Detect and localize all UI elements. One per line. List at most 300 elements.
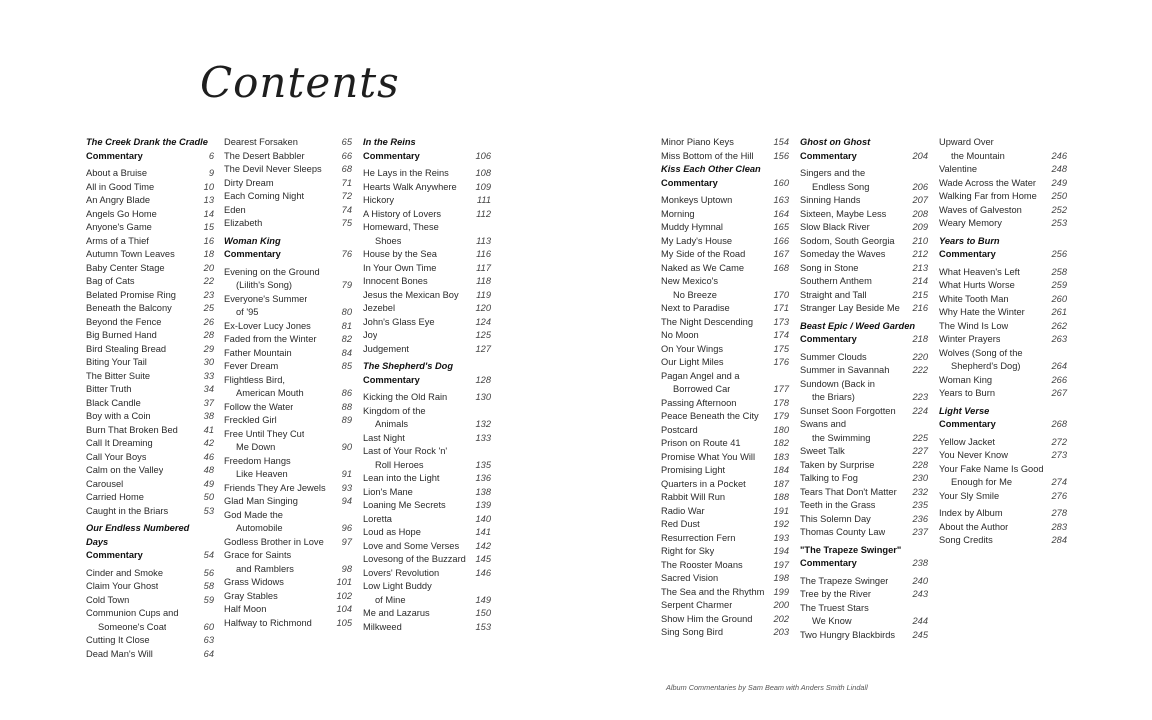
album-heading: Years to Burn [939,235,1000,246]
toc-entry [86,491,214,505]
toc-entry [363,194,491,208]
toc-entry [800,248,928,262]
entry-title: Dead Man's Will [86,648,153,659]
toc-entry [86,424,214,438]
toc-entry [661,559,789,573]
entry-title: Red Dust [661,519,700,529]
entry-title: Passing Afternoon [661,397,737,408]
toc-entry [363,181,491,195]
entry-title: Bird Stealing Bread [86,343,167,354]
toc-entry [661,599,789,613]
album-heading: "The Trapeze Swinger" [800,544,902,555]
page-number: 272 [1051,436,1067,447]
toc-entry [86,634,214,648]
entry-title: Judgement [363,343,409,354]
entry-title: Tree by the River [800,589,871,599]
entry-title: Sinning Hands [800,195,861,205]
page-number: 9 [208,168,214,178]
entry-title: Freedom Hangs [224,455,291,466]
page-number: 163 [773,195,789,205]
entry-title: Your Sly Smile [939,490,1000,501]
toc-entry [800,302,928,316]
toc-entry [661,545,789,559]
entry-title: We Know [812,616,852,626]
page-number: 278 [1051,508,1067,518]
entry-title: Pagan Angel and a [661,370,740,381]
page-number: 34 [203,384,214,394]
toc-entry [661,424,789,438]
toc-entry [86,451,214,465]
toc-entry [661,136,789,150]
toc-entry [661,356,789,370]
entry-title: Sweet Talk [800,446,845,456]
toc-entry [86,181,214,195]
page-number: 222 [912,365,928,375]
entry-title: Quarters in a Pocket [661,478,746,489]
page-number: 66 [341,150,352,161]
toc-entry [224,455,352,469]
toc-entry [224,150,352,164]
entry-title: Sing Song Bird [661,627,724,637]
toc-entry [661,586,789,600]
page-number: 105 [336,617,352,628]
toc-entry [939,436,1067,450]
page-number: 227 [912,446,928,456]
page-number: 124 [475,316,491,327]
entry-title: Grace for Saints [224,550,292,560]
entry-title: Sundown (Back in [800,378,875,389]
contents-column-2 [224,136,352,630]
page-number: 135 [475,459,491,470]
page-number: 284 [1051,535,1067,545]
page-number: 75 [341,218,352,228]
entry-title: Shepherd's Dog) [951,361,1021,371]
toc-entry [800,629,928,643]
toc-entry [939,217,1067,231]
entry-title: Prison on Route 41 [661,438,741,448]
entry-title: Lean into the Light [363,473,440,483]
album-heading: Our Endless Numbered Days [86,523,190,547]
page-number: 84 [341,347,352,358]
entry-title: Flightless Bird, [224,374,285,385]
page-number: 198 [773,573,789,583]
entry-title: Lion's Mane [363,486,413,497]
entry-title: Hearts Walk Anywhere [363,181,457,192]
contents-column-6 [939,136,1067,548]
toc-entry [800,499,928,513]
page-number: 60 [203,621,214,632]
page-number: 15 [203,222,214,232]
toc-entry [800,391,928,405]
album-heading: Kiss Each Other Clean [661,164,761,174]
toc-entry [661,572,789,586]
page-number: 177 [773,384,789,394]
page-number: 258 [1051,266,1067,277]
page-number: 150 [475,608,491,618]
entry-title: Miss Bottom of the Hill [661,150,754,161]
page-number: 194 [773,546,789,556]
page-number: 30 [203,357,214,367]
toc-entry [224,617,352,631]
page-number: 149 [475,594,491,605]
toc-entry [661,451,789,465]
toc-entry [224,401,352,415]
entry-title: Valentine [939,164,978,174]
page-number: 202 [773,613,789,624]
page-number: 197 [773,559,789,570]
entry-title: Wade Across the Water [939,177,1036,188]
entry-title: Half Moon [224,604,267,614]
entry-title: In Your Own Time [363,262,437,273]
entry-title: Gray Stables [224,590,278,601]
page-number: 113 [476,235,491,246]
page-number: 80 [341,307,352,317]
page-number: 215 [912,289,928,300]
page-number: 104 [336,604,352,614]
commentary-entry [800,333,928,347]
toc-entry [661,235,789,249]
entry-title: An Angry Blade [86,195,151,205]
page-number: 187 [773,478,789,489]
page-number: 59 [203,594,214,605]
toc-entry [86,356,214,370]
page-number: 184 [773,465,789,475]
toc-entry [224,603,352,617]
page-number: 193 [773,532,789,543]
page-number: 179 [773,411,789,421]
entry-title: American Mouth [236,388,304,398]
toc-entry [800,418,928,432]
toc-entry [800,221,928,235]
page-number: 48 [203,465,214,475]
entry-title: Homeward, These [363,222,439,232]
page-number: 252 [1051,204,1067,215]
entry-title: Sacred Vision [661,573,719,583]
toc-entry [363,472,491,486]
toc-entry [224,563,352,577]
entry-title: Commentary [800,334,857,344]
page-number: 29 [203,343,214,354]
page-number: 141 [475,527,491,537]
toc-entry [224,320,352,334]
toc-entry [800,602,928,616]
toc-entry [939,136,1067,150]
page-number: 228 [912,459,928,470]
toc-entry [800,289,928,303]
entry-title: Milkweed [363,621,402,632]
page-number: 204 [912,150,928,161]
entry-title: Love and Some Verses [363,540,460,551]
entry-title: This Solemn Day [800,513,871,524]
entry-title: Everyone's Summer [224,293,308,304]
page-number: 214 [912,276,928,286]
page-number: 180 [773,424,789,435]
page-number: 23 [203,289,214,300]
toc-entry [939,150,1067,164]
entry-title: Woman King [939,374,993,385]
entry-title: Two Hungry Blackbirds [800,629,896,640]
toc-entry [800,181,928,195]
toc-entry [939,490,1067,504]
page-number: 28 [203,330,214,340]
entry-title: Promise What You Will [661,451,756,462]
page-number: 26 [203,316,214,327]
page-number: 246 [1051,150,1067,161]
toc-entry [363,275,491,289]
page-number: 230 [912,473,928,483]
toc-entry [86,478,214,492]
entry-title: Low Light Buddy [363,581,432,591]
entry-title: Halfway to Richmond [224,617,312,628]
entry-title: Burn That Broken Bed [86,424,178,435]
entry-title: John's Glass Eye [363,316,435,327]
page-number: 235 [912,500,928,510]
entry-title: What Hurts Worse [939,280,1015,290]
entry-title: Winter Prayers [939,334,1001,344]
entry-title: All in Good Time [86,181,155,192]
entry-title: Endless Song [812,181,870,192]
toc-entry [363,262,491,276]
page-number: 191 [773,505,789,516]
commentary-entry [224,248,352,262]
entry-title: Muddy Hymnal [661,222,724,232]
toc-entry [86,235,214,249]
toc-entry [224,441,352,455]
commentary-entry [800,150,928,164]
entry-title: Next to Paradise [661,303,730,313]
entry-title: Faded from the Winter [224,334,317,344]
toc-entry [800,459,928,473]
page-number: 120 [475,303,491,313]
toc-entry [939,333,1067,347]
entry-title: Kicking the Old Rain [363,392,448,402]
page-number: 38 [203,411,214,421]
entry-title: Enough for Me [951,477,1012,487]
entry-title: Show Him the Ground [661,613,753,624]
toc-entry [661,329,789,343]
page-number: 64 [203,648,214,659]
commentary-entry [363,150,491,164]
toc-entry [800,513,928,527]
toc-entry [86,594,214,608]
page-number: 42 [203,438,214,448]
entry-title: Caught in the Briars [86,505,169,516]
entry-title: Carousel [86,478,124,489]
toc-entry [224,360,352,374]
toc-entry [939,204,1067,218]
toc-entry [86,567,214,581]
toc-entry [939,534,1067,548]
page-number: 96 [341,523,352,533]
page-number: 176 [773,357,789,367]
toc-entry [86,275,214,289]
page-number: 174 [773,330,789,340]
album-heading: Woman King [224,235,281,246]
entry-title: Call Your Boys [86,451,147,462]
entry-title: (Lilith's Song) [236,280,293,290]
toc-entry [86,262,214,276]
toc-entry [800,378,928,392]
entry-title: Promising Light [661,465,726,475]
page-number: 238 [912,558,928,568]
page-number: 256 [1051,249,1067,259]
toc-entry [939,293,1067,307]
toc-entry [800,472,928,486]
contents-column-3 [363,136,491,634]
toc-entry [939,266,1067,280]
entry-title: Song Credits [939,535,993,545]
page-number: 212 [912,249,928,259]
entry-title: Fever Dream [224,361,279,371]
entry-title: A History of Lovers [363,208,442,219]
entry-title: Beyond the Fence [86,316,162,327]
page-number: 142 [475,540,491,551]
entry-title: Kingdom of the [363,405,426,416]
entry-title: The Trapeze Swinger [800,575,889,586]
toc-entry [800,588,928,602]
entry-title: Claim Your Ghost [86,581,159,591]
toc-entry [939,347,1067,361]
commentary-entry [939,248,1067,262]
page-number: 20 [203,262,214,273]
album-heading: The Creek Drank the Cradle [86,137,208,147]
toc-entry [86,329,214,343]
page-number: 192 [773,519,789,529]
toc-entry [661,505,789,519]
album-heading: The Shepherd's Dog [363,361,454,371]
entry-title: Autumn Town Leaves [86,249,175,259]
entry-title: Sunset Soon Forgotten [800,405,896,416]
page-number: 111 [476,195,491,205]
page-number: 167 [773,249,789,259]
entry-title: Like Heaven [236,469,288,479]
page-number: 101 [336,577,352,587]
toc-entry [224,387,352,401]
entry-title: Free Until They Cut [224,428,305,439]
page-number: 267 [1051,388,1067,398]
entry-title: Someone's Coat [98,621,167,632]
entry-title: Slow Black River [800,222,870,232]
page-number: 245 [912,629,928,640]
toc-entry [224,217,352,231]
page-number: 210 [912,235,928,246]
page-number: 203 [773,627,789,637]
toc-entry [800,615,928,629]
page-number: 85 [341,361,352,371]
toc-entry [86,621,214,635]
entry-title: White Tooth Man [939,293,1009,304]
page-number: 97 [341,536,352,547]
toc-entry [800,526,928,540]
toc-entry [86,370,214,384]
toc-entry [661,248,789,262]
toc-entry [363,459,491,473]
toc-entry [661,343,789,357]
toc-entry [800,445,928,459]
toc-entry [661,275,789,289]
toc-entry [800,486,928,500]
page-number: 106 [475,150,491,161]
page-number: 244 [912,616,928,626]
page-number: 260 [1051,293,1067,304]
entry-title: Freckled Girl [224,415,277,425]
toc-entry [86,437,214,451]
entry-title: Lovers' Revolution [363,567,440,578]
page-number: 13 [203,195,214,205]
page-number: 171 [773,303,789,313]
toc-entry [939,177,1067,191]
toc-entry [661,491,789,505]
toc-entry [363,553,491,567]
toc-entry [363,405,491,419]
toc-entry [86,383,214,397]
toc-entry [363,432,491,446]
page-number: 276 [1051,490,1067,501]
toc-entry [363,607,491,621]
entry-title: Song in Stone [800,262,859,273]
toc-entry [86,221,214,235]
entry-title: Southern Anthem [800,276,872,286]
toc-entry [800,262,928,276]
toc-entry [224,190,352,204]
toc-entry [363,445,491,459]
entry-title: and Ramblers [236,563,294,574]
entry-title: Singers and the [800,168,866,178]
entry-title: Bag of Cats [86,276,135,286]
entry-title: My Lady's House [661,235,733,246]
toc-entry [224,509,352,523]
entry-title: Sodom, South Georgia [800,235,895,246]
page-number: 139 [475,500,491,510]
page-number: 86 [341,388,352,398]
toc-entry [661,194,789,208]
entry-title: New Mexico's [661,276,719,286]
entry-title: Wolves (Song of the [939,347,1023,358]
toc-entry [224,163,352,177]
entry-title: My Side of the Road [661,249,746,259]
toc-entry [661,626,789,640]
toc-entry [224,495,352,509]
page-number: 283 [1051,521,1067,532]
page-number: 82 [341,334,352,344]
toc-entry [939,374,1067,388]
page-number: 88 [341,401,352,412]
toc-entry [363,513,491,527]
page-number: 207 [912,195,928,205]
entry-title: Roll Heroes [375,459,424,470]
toc-entry [800,235,928,249]
entry-title: Baby Center Stage [86,262,165,273]
entry-title: About a Bruise [86,168,147,178]
entry-title: Godless Brother in Love [224,536,324,547]
entry-title: Eden [224,204,246,215]
commentary-entry [800,557,928,571]
entry-title: the Mountain [951,150,1005,161]
toc-entry [363,302,491,316]
entry-title: Biting Your Tail [86,357,147,367]
page-number: 170 [773,289,789,300]
toc-entry [661,221,789,235]
entry-title: Loaning Me Secrets [363,500,446,510]
page-number: 153 [475,621,491,632]
entry-title: Taken by Surprise [800,459,875,470]
toc-entry [224,306,352,320]
page-number: 168 [773,262,789,273]
entry-title: The Devil Never Sleeps [224,164,322,174]
toc-entry [224,428,352,442]
entry-title: Dearest Forsaken [224,137,298,147]
page-number: 216 [912,303,928,313]
